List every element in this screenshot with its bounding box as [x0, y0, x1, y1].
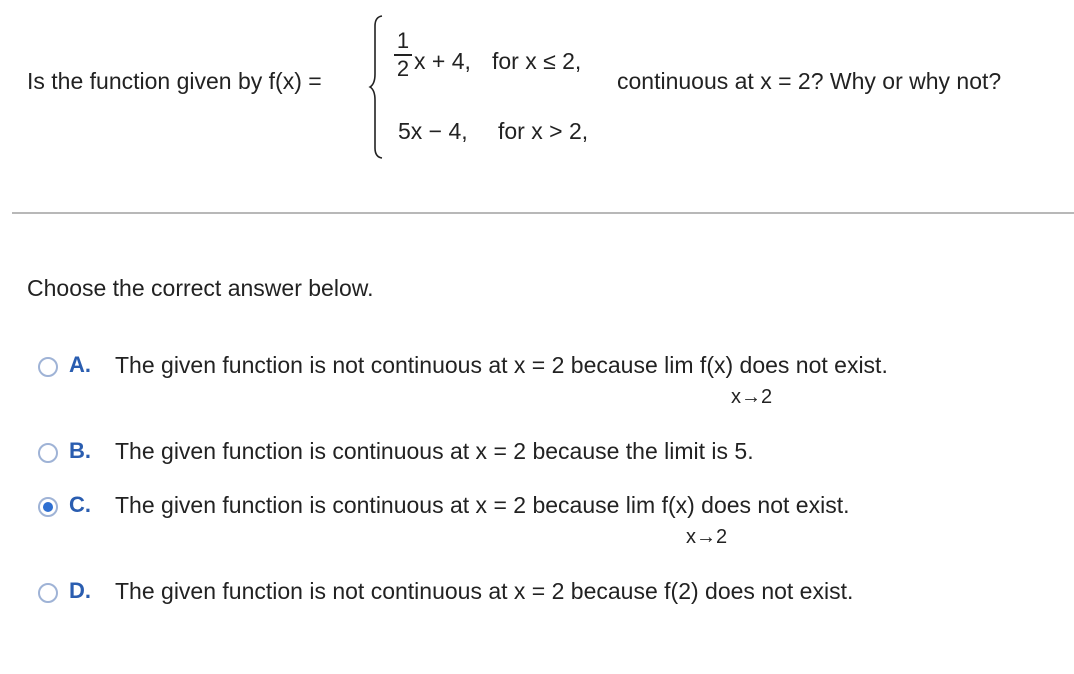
- option-b[interactable]: [38, 438, 1038, 468]
- radio-b[interactable]: [38, 443, 58, 463]
- option-c-text: The given function is continuous at x = 2 because lim f(x) does not exist.: [115, 492, 850, 518]
- radio-c-selected-dot: [43, 502, 53, 512]
- option-d-text: The given function is not continuous at x = 2 because f(2) does not exist.: [115, 578, 854, 604]
- radio-c[interactable]: [38, 497, 58, 517]
- option-c-letter: C.: [69, 492, 91, 517]
- option-c-limit-subscript: x→2: [686, 526, 728, 548]
- piece2-expression: 5x − 4,: [398, 118, 468, 144]
- piece1-fraction: [393, 30, 413, 80]
- question-prefix: Is the function given by f(x) =: [27, 68, 322, 94]
- fraction-denominator: 2: [396, 56, 410, 81]
- divider: [12, 212, 1074, 214]
- option-b-text: The given function is continuous at x = 2 because the limit is 5.: [115, 438, 754, 464]
- radio-a[interactable]: [38, 357, 58, 377]
- option-a[interactable]: [38, 352, 1038, 410]
- option-a-text: The given function is not continuous at x = 2 because lim f(x) does not exist.: [115, 352, 888, 378]
- option-c[interactable]: [38, 492, 1038, 550]
- option-a-limit-subscript: x→2: [731, 386, 773, 408]
- instruction-text: Choose the correct answer below.: [27, 275, 374, 301]
- fraction-numerator: 1: [396, 28, 410, 53]
- option-d-letter: D.: [69, 578, 91, 603]
- piece1-condition: for x ≤ 2,: [492, 48, 582, 74]
- left-brace-icon: [368, 14, 386, 160]
- question-suffix: continuous at x = 2? Why or why not?: [617, 68, 1002, 94]
- option-a-letter: A.: [69, 352, 91, 377]
- option-b-letter: B.: [69, 438, 91, 463]
- radio-d[interactable]: [38, 583, 58, 603]
- piece2-condition: for x > 2,: [498, 118, 589, 144]
- piece1-expression: x + 4,: [414, 48, 471, 74]
- option-d[interactable]: [38, 578, 1038, 608]
